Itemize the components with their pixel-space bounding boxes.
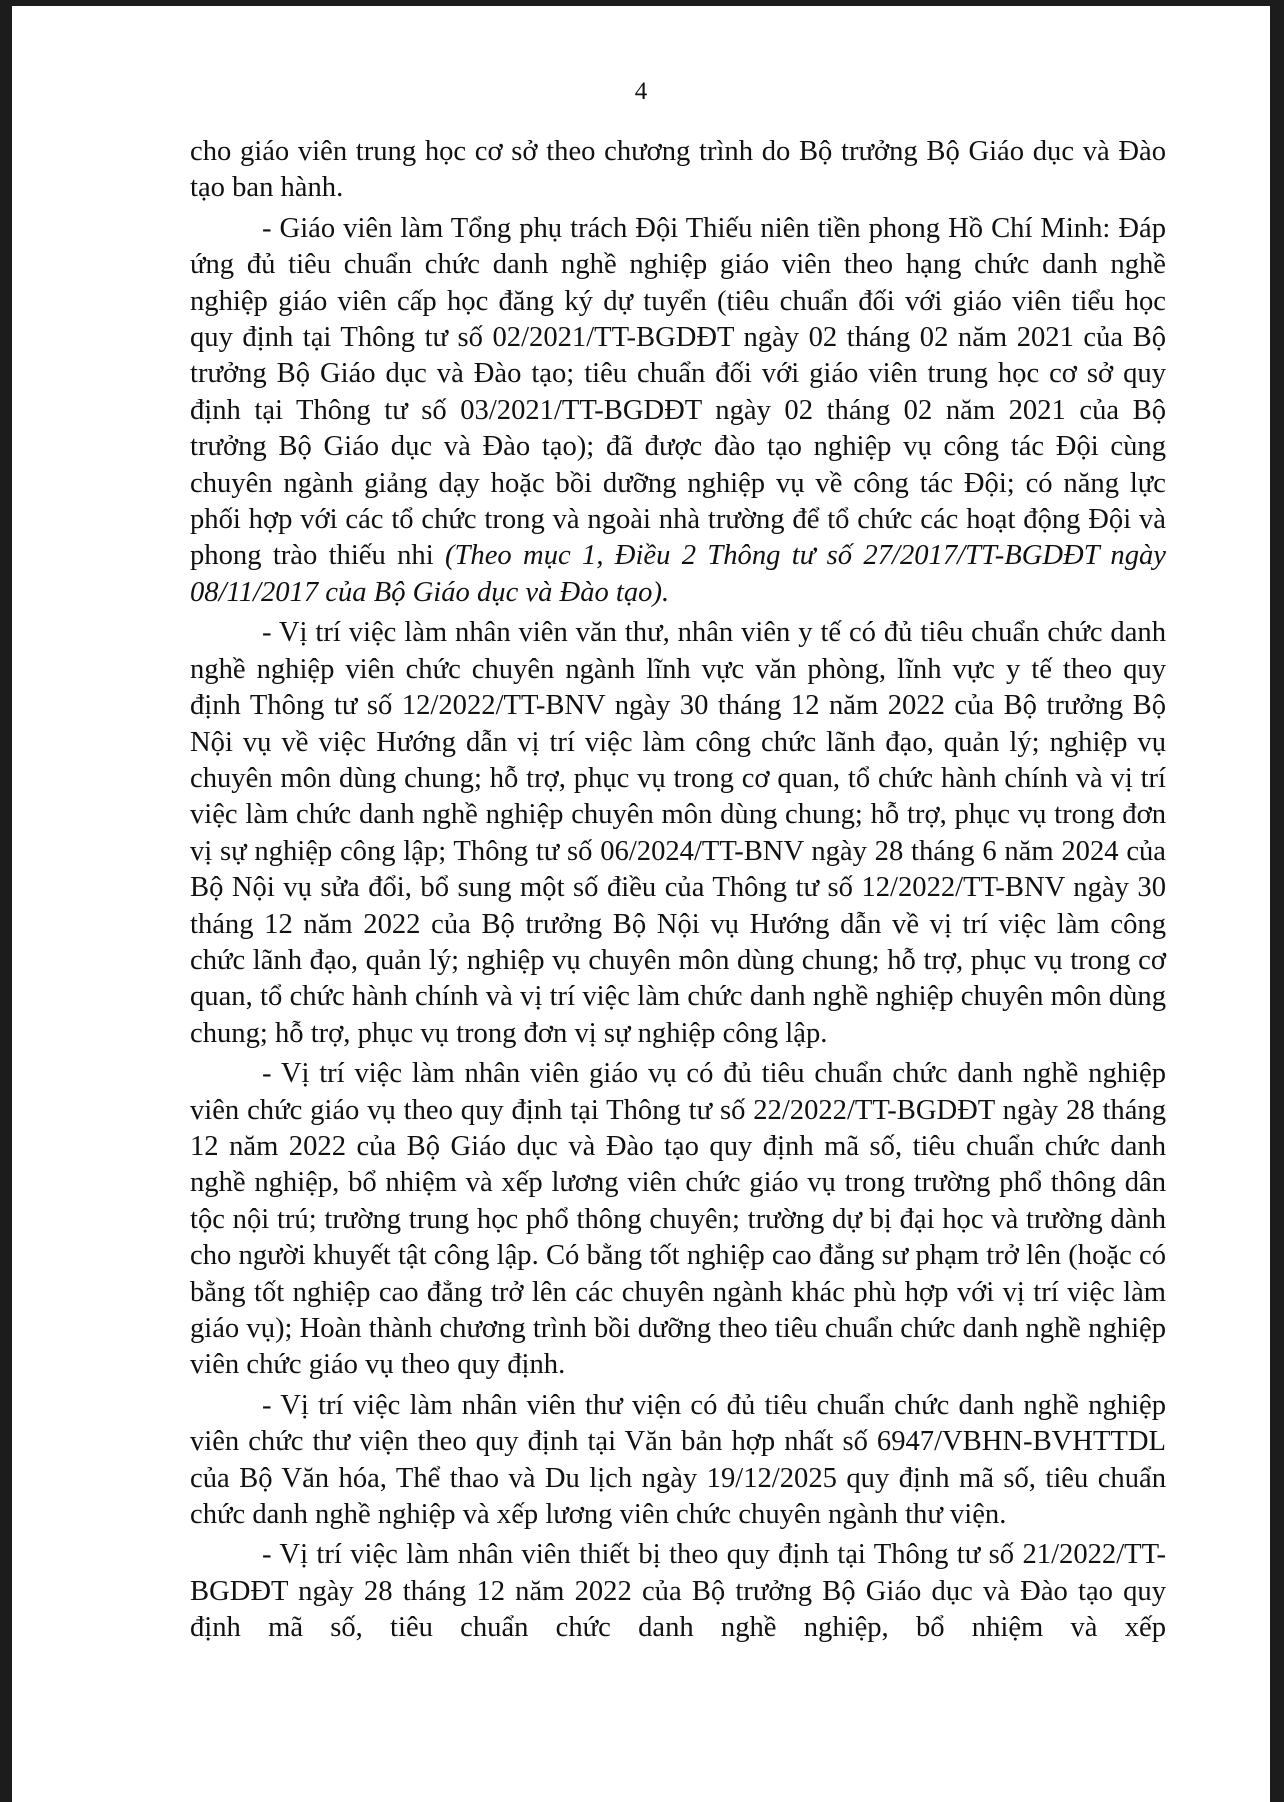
paragraph-team-leader: [190, 211, 1166, 611]
document-page: [12, 6, 1270, 1802]
document-body: [190, 134, 1166, 1651]
paragraph-clerk-medical: [190, 615, 1166, 1052]
paragraph-equipment: [190, 1537, 1166, 1646]
paragraph-text: - Vị trí việc làm nhân viên thiết bị theo quy định tại Thông tư số 21/2022/TT-BGDĐT ngày 28 tháng 12 năm 2022 của Bộ trưởng Bộ Giáo dục và Đào tạo quy định mã số, tiêu chuẩn chức danh nghề nghiệp, bổ nhiệm và xếp: [190, 1539, 1166, 1644]
paragraph-librarian: [190, 1388, 1166, 1534]
paragraph-continuation: [190, 134, 1166, 207]
paragraph-text: cho giáo viên trung học cơ sở theo chương trình do Bộ trưởng Bộ Giáo dục và Đào tạo ban hành.: [190, 136, 1166, 204]
paragraph-text: - Vị trí việc làm nhân viên văn thư, nhân viên y tế có đủ tiêu chuẩn chức danh nghề nghiệp viên chức chuyên ngành lĩnh vực văn phòng, lĩnh vực y tế theo quy định Thông tư số 12/2022/TT-BNV ngày 30 tháng 12 năm 2022 của Bộ trưởng Bộ Nội vụ về việc Hướng dẫn vị trí việc làm công chức lãnh đạo, quản lý; nghiệp vụ chuyên môn dùng chung; hỗ trợ, phục vụ trong cơ quan, tổ chức hành chính và vị trí việc làm chức danh nghề nghiệp chuyên môn dùng chung; hỗ trợ, phục vụ trong đơn vị sự nghiệp công lập; Thông tư số 06/2024/TT-BNV ngày 28 tháng 6 năm 2024 của Bộ Nội vụ sửa đổi, bổ sung một số điều của Thông tư số 12/2022/TT-BNV ngày 30 tháng 12 năm 2022 của Bộ trưởng Bộ Nội vụ Hướng dẫn về vị trí việc làm công chức lãnh đạo, quản lý; nghiệp vụ chuyên môn dùng chung; hỗ trợ, phục vụ trong cơ quan, tổ chức hành chính và vị trí việc làm chức danh nghề nghiệp chuyên môn dùng chung; hỗ trợ, phục vụ trong đơn vị sự nghiệp công lập.: [190, 617, 1166, 1049]
paragraph-text: - Vị trí việc làm nhân viên giáo vụ có đủ tiêu chuẩn chức danh nghề nghiệp viên chức giáo vụ theo quy định tại Thông tư số 22/2022/TT-BGDĐT ngày 28 tháng 12 năm 2022 của Bộ Giáo dục và Đào tạo quy định mã số, tiêu chuẩn chức danh nghề nghiệp, bổ nhiệm và xếp lương viên chức giáo vụ trong trường phổ thông dân tộc nội trú; trường trung học phổ thông chuyên; trường dự bị đại học và trường dành cho người khuyết tật công lập. Có bằng tốt nghiệp cao đẳng sư phạm trở lên (hoặc có bằng tốt nghiệp cao đẳng trở lên các chuyên ngành khác phù hợp với vị trí việc làm giáo vụ); Hoàn thành chương trình bồi dưỡng theo tiêu chuẩn chức danh nghề nghiệp viên chức giáo vụ theo quy định.: [190, 1058, 1166, 1381]
paragraph-academic-affairs: [190, 1056, 1166, 1384]
page-number: 4: [634, 78, 648, 105]
paragraph-text: - Giáo viên làm Tổng phụ trách Đội Thiếu niên tiền phong Hồ Chí Minh: Đáp ứng đủ tiêu chuẩn chức danh nghề nghiệp giáo viên theo hạng chức danh nghề nghiệp giáo viên cấp học đăng ký dự tuyển (tiêu chuẩn đối với giáo viên tiểu học quy định tại Thông tư số 02/2021/TT-BGDĐT ngày 02 tháng 02 năm 2021 của Bộ trưởng Bộ Giáo dục và Đào tạo; tiêu chuẩn đối với giáo viên trung học cơ sở quy định tại Thông tư số 03/2021/TT-BGDĐT ngày 02 tháng 02 năm 2021 của Bộ trưởng Bộ Giáo dục và Đào tạo); đã được đào tạo nghiệp vụ công tác Đội cùng chuyên ngành giảng dạy hoặc bồi dưỡng nghiệp vụ về công tác Đội; có năng lực phối hợp với các tổ chức trong và ngoài nhà trường để tổ chức các hoạt động Đội và phong trào thiếu nhi: [190, 212, 1166, 572]
paragraph-text: - Vị trí việc làm nhân viên thư viện có đủ tiêu chuẩn chức danh nghề nghiệp viên chức thư viện theo quy định tại Văn bản hợp nhất số 6947/VBHN-BVHTTDL của Bộ Văn hóa, Thể thao và Du lịch ngày 19/12/2025 quy định mã số, tiêu chuẩn chức danh nghề nghiệp và xếp lương viên chức chuyên ngành thư viện.: [190, 1389, 1166, 1531]
paragraph-citation: (Theo mục 1, Điều 2 Thông tư số 27/2017/TT-BGDĐT ngày 08/11/2017 của Bộ Giáo dục và Đào tạo).: [190, 540, 1166, 608]
